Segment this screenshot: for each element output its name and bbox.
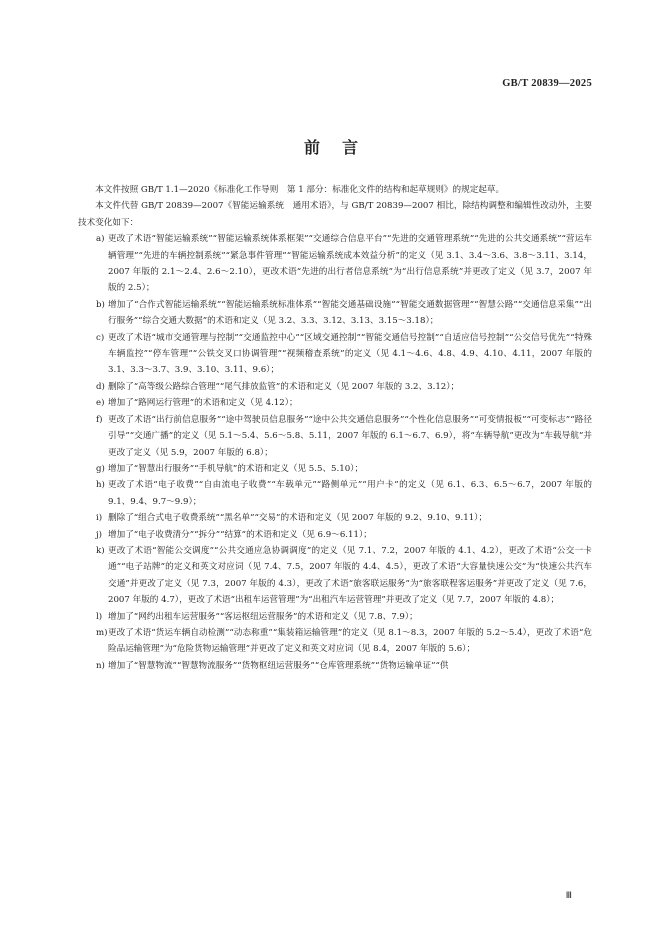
list-item-text: 更改了术语“电子收费”“自由流电子收费”“车载单元”“路侧单元”“用户卡”的定义（见 6.1、6.3、6.5～6.7，2007 年版的 9.1、9.4、9.7～9.9）； [108,480,592,507]
list-item [78,510,592,526]
list-item-text: 增加了“网约出租车运营服务”“客运枢纽运营服务”的术语和定义（见 7.8、7.9）； [108,611,418,622]
list-item-label: l) [96,611,103,622]
list-item [78,658,592,674]
list-item-label: a) [96,234,105,245]
list-item-label: c) [96,332,105,343]
list-item [78,461,592,477]
list-item-label: i) [96,513,103,524]
list-item-label: n) [96,660,105,671]
list-item-text: 增加了“电子收费清分”“拆分”“结算”的术语和定义（见 6.9～6.11）； [108,529,372,540]
list-item [78,412,592,461]
list-item-text: 增加了“智慧物流”“智慧物流服务”“货物枢纽运营服务”“仓库管理系统”“货物运输单证”“供 [108,660,449,671]
list-item [78,543,592,609]
list-item [78,395,592,411]
list-item-text: 更改了术语“货运车辆自动检测”“动态称重”“集装箱运输管理”的定义（见 8.1～8.3，2007 年版的 5.2～5.4），更改了术语“危险品运输管理”为“危险货物运输管理”并更改了定义和英文对应词（见 8.4，2007 年版的 5.6）； [108,627,592,655]
list-item-label: d) [96,381,105,392]
list-item [78,625,592,658]
list-item-text: 更改了术语“智能公交调度”“公共交通应急协调调度”的定义（见 7.1、7.2，2007 年版的 4.1、4.2），更改了术语“公交一卡通”“电子站牌”的定义和英文对应词（见 7.4、7.5，2007 年版的 4.4、4.5），更改了术语“大容量快速公交”为“快速公共汽车交通”并更改了定义（见 7.3，2007 年版的 4.3），更改了术语“旅客联运服务”为“旅客联程客运服务”并更改了定义（见 7.6，2007 年版的 4.7），更改了术语“出租车运营管理”为“出租汽车运营管理”并更改了定义（见 7.7，2007 年版的 4.8）； [108,545,592,606]
list-item [78,609,592,625]
list-item-label: h) [96,480,105,491]
list-item-label: g) [96,463,105,474]
list-item-label: b) [96,299,105,310]
list-item-label: j) [96,529,103,540]
list-item [78,527,592,543]
document-body [78,182,592,674]
intro-paragraph: 本文件按照 GB/T 1.1—2020《标准化工作导则 第 1 部分：标准化文件的结构和起草规则》的规定起草。 [95,185,505,195]
list-item [78,379,592,395]
page-number: Ⅲ [565,890,572,900]
list-item-text: 增加了“路网运行管理”的术语和定义（见 4.12）； [108,398,298,409]
intro-paragraph: 本文件代替 GB/T 20839—2007《智能运输系统 通用术语》，与 GB/T 20839—2007 相比，除结构调整和编辑性改动外，主要技术变化如下： [78,201,592,228]
list-item-text: 增加了“合作式智能运输系统”“智能运输系统标准体系”“智能交通基础设施”“智能交通数据管理”“智慧公路”“交通信息采集”“出行服务”“综合交通大数据”的术语和定义（见 3.2、3.3、3.12、3.13、3.15～3.18）； [108,299,592,327]
list-item-text: 更改了术语“出行前信息服务”“途中驾驶员信息服务”“途中公共交通信息服务”“个性化信息服务”“可变情报板”“可变标志”“路径引导”“交通广播”的定义（见 5.1～5.4、5.6～5.8、5.11，2007 年版的 6.1～6.7、6.9），将“车辆导航”更改为“车载导航”并更改了定义（见 5.9，2007 年版的 6.8）； [108,414,592,458]
page-title: 前言 [303,138,380,157]
list-item-label: m) [96,627,108,638]
list-item-text: 增加了“智慧出行服务”“手机导航”的术语和定义（见 5.5、5.10）； [108,463,364,474]
list-item [78,231,592,297]
list-item [78,297,592,330]
list-item [78,477,592,510]
list-item-text: 删除了“高等级公路综合管理”“尾气排放监管”的术语和定义（见 2007 年版的 3.2、3.12）； [108,381,460,392]
list-item-label: k) [96,545,105,556]
list-item-text: 删除了“组合式电子收费系统”“黑名单”“交易”的术语和定义（见 2007 年版的 9.2、9.10、9.11）； [108,513,488,524]
list-item-label: e) [96,398,105,409]
list-item-text: 更改了术语“智能运输系统”“智能运输系统体系框架”“交通综合信息平台”“先进的交通管理系统”“先进的公共交通系统”“营运车辆管理”“先进的车辆控制系统”“紧急事件管理”“智能运输系统成本效益分析”的定义（见 3.1、3.4～3.6、3.8～3.11、3.14，2007 年版的 2.1～2.4、2.6～2.10），更改术语“先进的出行者信息系统”为“出行信息系统”并更改了定义（见 3.7，2007 年版的 2.5）； [108,234,592,294]
list-item-label: f) [96,414,103,425]
standard-code: GB/T 20839—2025 [502,78,592,89]
list-item-text: 更改了术语“城市交通管理与控制”“交通监控中心”“区域交通控制”“智能交通信号控制”“自适应信号控制”“公交信号优先”“特殊车辆监控”“停车管理”“公铁交叉口协调管理”“视频稽查系统”的定义（见 4.1～4.6、4.8、4.9、4.10、4.11，2007 年版的 3.1、3.3～3.7、3.9、3.10、3.11、9.6）； [108,332,592,376]
list-item [78,330,592,379]
